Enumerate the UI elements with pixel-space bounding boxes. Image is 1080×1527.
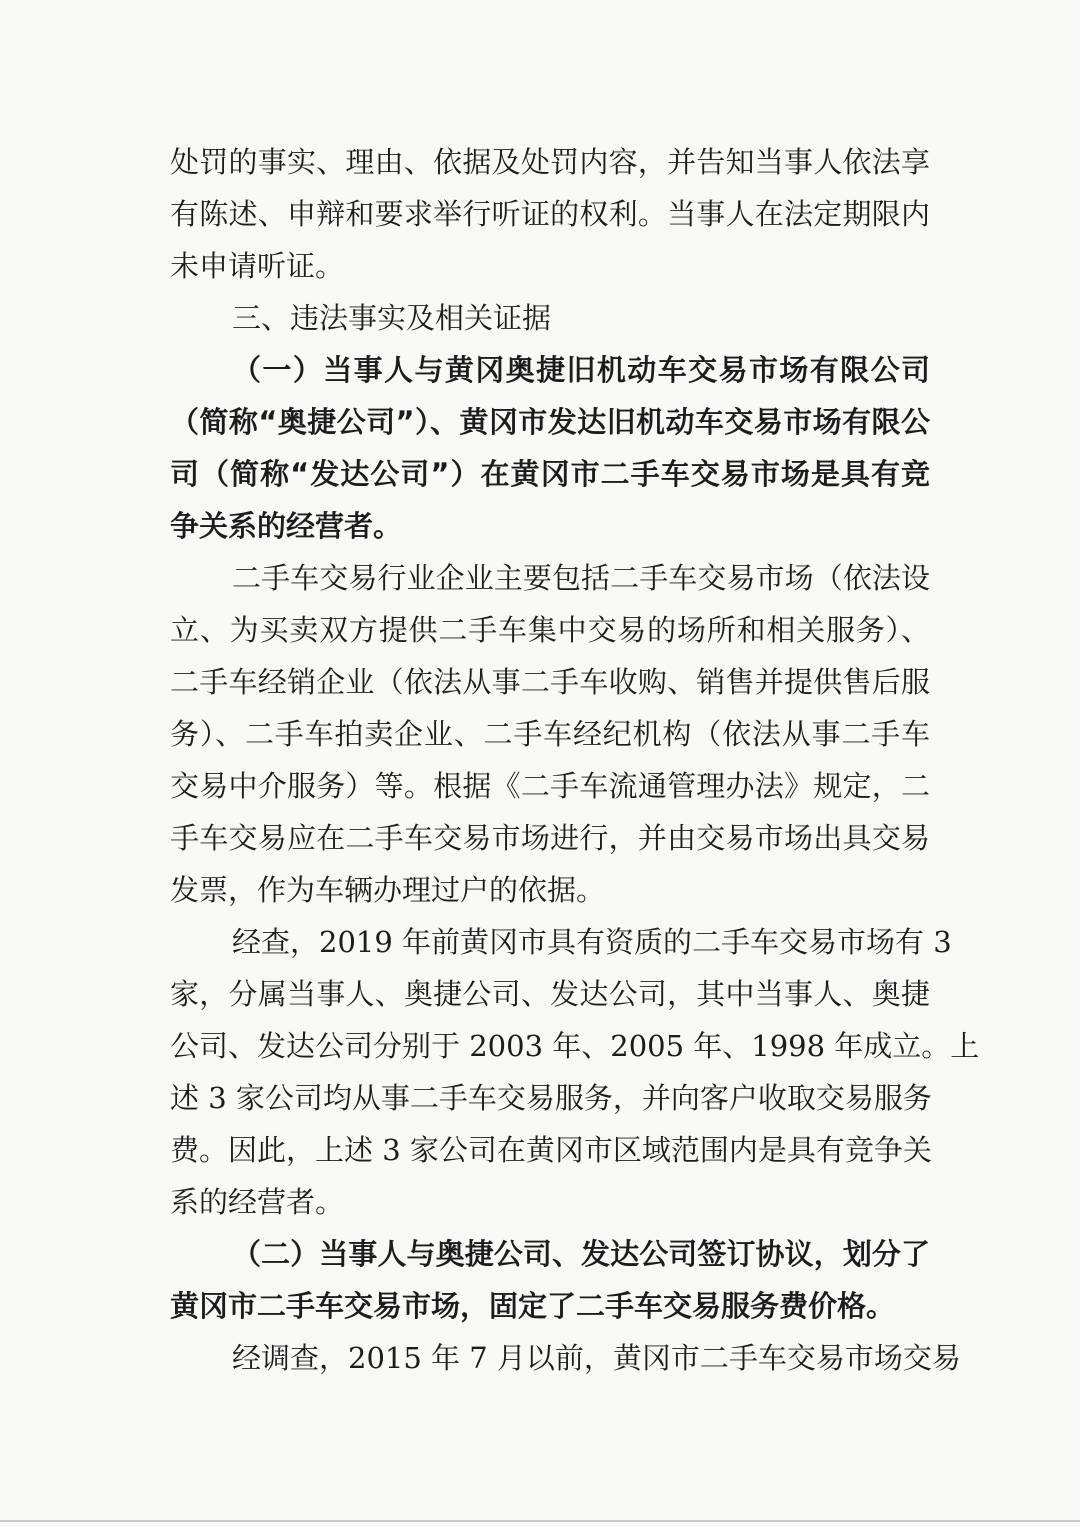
text-line: 处罚的事实、理由、依据及处罚内容，并告知当事人依法享 [170,145,930,179]
text-line: 系的经营者。 [170,1185,345,1219]
subsection-heading: 司（简称“发达公司”）在黄冈市二手车交易市场是具有竞 [170,457,930,491]
text-line: 二手车经销企业（依法从事二手车收购、销售并提供售后服 [170,665,930,699]
subsection-heading: （简称“奥捷公司”）、黄冈市发达旧机动车交易市场有限公 [170,405,930,439]
text-line: 务）、二手车拍卖企业、二手车经纪机构（依法从事二手车 [170,717,930,751]
text-line: 述 3 家公司均从事二手车交易服务，并向客户收取交易服务 [170,1081,932,1115]
text-line: 交易中介服务）等。根据《二手车流通管理办法》规定，二 [170,769,930,803]
text-line: 费。因此，上述 3 家公司在黄冈市区域范围内是具有竞争关 [170,1133,932,1167]
section-heading: 三、违法事实及相关证据 [232,301,552,335]
subsection-heading: （一）当事人与黄冈奥捷旧机动车交易市场有限公司 [232,353,930,387]
subsection-heading: 争关系的经营者。 [170,509,403,543]
text-line: 有陈述、申辩和要求举行听证的权利。当事人在法定期限内 [170,197,930,231]
text-line: 经调查，2015 年 7 月以前，黄冈市二手车交易市场交易 [232,1341,961,1375]
text-line: 未申请听证。 [170,249,345,283]
subsection-heading: （二）当事人与奥捷公司、发达公司签订协议，划分了 [232,1237,930,1271]
text-line: 立、为买卖双方提供二手车集中交易的场所和相关服务）、 [170,613,930,647]
text-line: 发票，作为车辆办理过户的依据。 [170,873,606,907]
text-line: 经查，2019 年前黄冈市具有资质的二手车交易市场有 3 [232,925,952,959]
text-line: 家，分属当事人、奥捷公司、发达公司，其中当事人、奥捷 [170,977,930,1011]
text-line: 手车交易应在二手车交易市场进行，并由交易市场出具交易 [170,821,930,855]
page-edge [0,1520,1080,1522]
text-line: 二手车交易行业企业主要包括二手车交易市场（依法设 [232,561,930,595]
subsection-heading: 黄冈市二手车交易市场，固定了二手车交易服务费价格。 [170,1289,896,1323]
text-line: 公司、发达公司分别于 2003 年、2005 年、1998 年成立。上 [170,1029,980,1063]
